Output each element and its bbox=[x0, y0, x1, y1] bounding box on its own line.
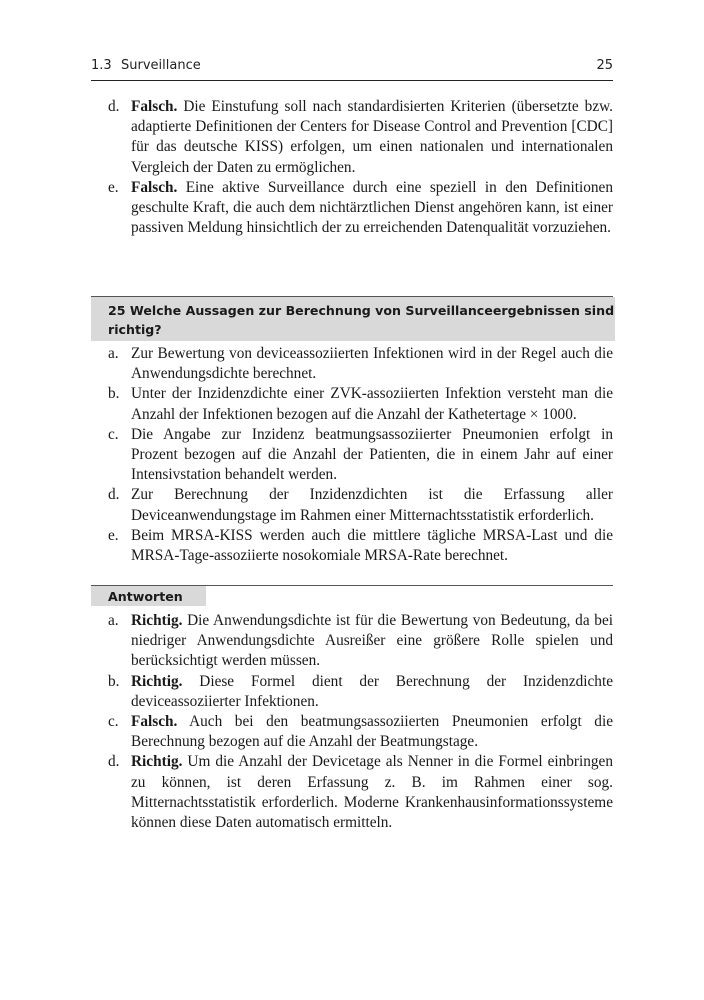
item-letter: c. bbox=[108, 425, 119, 443]
answer-text: Die Anwendungsdichte ist für die Bewertung von Bedeutung, da bei niedriger Anwendungsdichte Ausreißer eine größere Rolle spielen und berücksichtigt werden müssen. bbox=[131, 612, 613, 670]
option-text: Beim MRSA-KISS werden auch die mittlere tägliche MRSA-Last und die MRSA-Tage-assoziierte nosokomiale MRSA-Rate berechnet. bbox=[131, 526, 613, 565]
answer-item-c bbox=[108, 712, 613, 752]
verdict: Falsch. bbox=[131, 178, 178, 196]
answer-text: Um die Anzahl der Devicetage als Nenner in die Formel einbringen zu können, ist deren Erfassung z. B. im Rahmen einer sog. Mitternachtsstatistik erforderlich. Moderne Krankenhausinformationssysteme können diese Daten automatisch ermitteln. bbox=[131, 753, 613, 832]
running-header bbox=[91, 58, 613, 80]
question-options-list bbox=[108, 344, 613, 566]
option-item-d bbox=[108, 485, 613, 525]
item-letter: d. bbox=[108, 753, 120, 771]
item-letter: a. bbox=[108, 612, 119, 629]
answers-list bbox=[108, 611, 613, 833]
question-box bbox=[91, 296, 613, 341]
verdict: Richtig. bbox=[131, 753, 183, 771]
item-letter: d. bbox=[108, 98, 120, 115]
item-letter: b. bbox=[108, 385, 120, 403]
verdict: Falsch. bbox=[131, 713, 178, 731]
answer-item-d bbox=[108, 97, 613, 178]
option-text: Unter der Inzidenzdichte einer ZVK-assoziierten Infektion versteht man die Anzahl der Infektionen bezogen auf die Anzahl der Kathetertage × 1000. bbox=[131, 385, 613, 423]
option-item-e bbox=[108, 526, 613, 566]
answers-heading: Antworten bbox=[91, 586, 206, 606]
header-rule bbox=[91, 80, 613, 81]
section-title: Surveillance bbox=[121, 58, 201, 73]
answer-item-d bbox=[108, 752, 613, 833]
option-text: Die Angabe zur Inzidenz beatmungsassoziierter Pneumonien erfolgt in Prozent bezogen auf die Anzahl der Patienten, die in einem Jahr auf einer Intensivstation behandelt werden. bbox=[131, 425, 613, 484]
option-item-a bbox=[108, 344, 613, 384]
answer-item-a bbox=[108, 611, 613, 672]
question-heading: 25 Welche Aussagen zur Berechnung von Surveillanceergebnissen sind richtig? bbox=[91, 297, 615, 341]
verdict: Richtig. bbox=[131, 612, 183, 629]
option-item-c bbox=[108, 425, 613, 486]
verdict: Falsch. bbox=[131, 98, 178, 115]
item-letter: a. bbox=[108, 345, 119, 362]
verdict: Richtig. bbox=[131, 672, 183, 690]
answer-text: Diese Formel dient der Berechnung der Inzidenzdichte deviceassoziierter Infektionen. bbox=[131, 672, 613, 710]
answer-text: Eine aktive Surveillance durch eine speziell in den Definitionen geschulte Kraft, die auch dem nichtärztlichen Dienst angehören kann, ist einer passiven Meldung hinsichtlich der zu erreichenden Datenqualität vorzuziehen. bbox=[131, 178, 613, 237]
answer-text: Die Einstufung soll nach standardisierten Kriterien (übersetzte bzw. adaptierte Definitionen der Centers for Disease Control and Prevention [CDC] für das deutsche KISS) erfolgen, um einen nationalen und internationalen Vergleich der Daten zu ermöglichen. bbox=[131, 98, 613, 176]
item-letter: d. bbox=[108, 486, 120, 504]
section-number: 1.3 bbox=[91, 58, 112, 73]
option-text: Zur Bewertung von deviceassoziierten Infektionen wird in der Regel auch die Anwendungsdichte berechnet. bbox=[131, 345, 613, 383]
option-text: Zur Berechnung der Inzidenzdichten ist die Erfassung aller Deviceanwendungstage im Rahmen einer Mitternachtsstatistik erforderlich. bbox=[131, 486, 613, 524]
option-item-b bbox=[108, 384, 613, 424]
answers-box bbox=[91, 585, 613, 606]
page-number: 25 bbox=[596, 58, 613, 73]
answer-text: Auch bei den beatmungsassoziierten Pneumonien erfolgt die Berechnung bezogen auf die Anzahl der Beatmungstage. bbox=[131, 713, 613, 751]
item-letter: e. bbox=[108, 526, 119, 544]
item-letter: b. bbox=[108, 672, 120, 690]
item-letter: c. bbox=[108, 713, 119, 731]
item-letter: e. bbox=[108, 178, 119, 196]
previous-answers-list bbox=[108, 97, 613, 238]
answer-item-e bbox=[108, 178, 613, 239]
answer-item-b bbox=[108, 672, 613, 712]
